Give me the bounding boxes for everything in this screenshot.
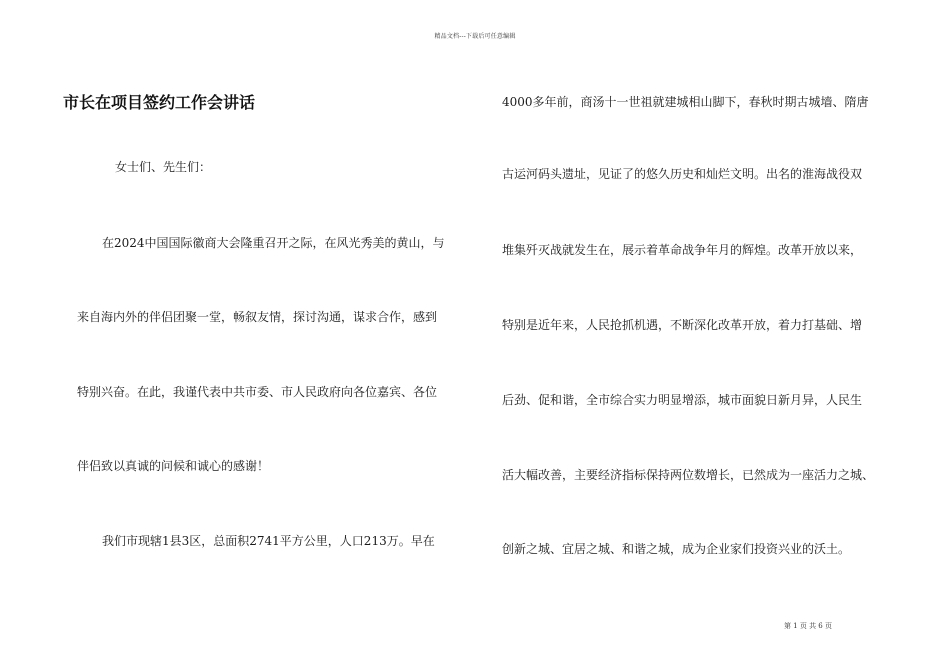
left-line-1: 女士们、先生们：: [115, 160, 212, 174]
page-number: 第 1 页 共 6 页: [783, 622, 832, 630]
left-line-2: 在2024中国国际徽商大会隆重召开之际，在风光秀美的黄山，与: [102, 236, 445, 250]
left-line-3: 来自海内外的伴侣团聚一堂，畅叙友情，探讨沟通，谋求合作，感到: [77, 310, 438, 324]
right-line-4: 特别是近年来，人民抢抓机遇，不断深化改革开放，着力打基础、增: [502, 318, 863, 332]
right-line-1: 4000多年前，商汤十一世祖就建城相山脚下，春秋时期古城墙、隋唐: [502, 95, 869, 109]
right-line-7: 创新之城、宜居之城、和谐之城，成为企业家们投资兴业的沃土。: [502, 542, 851, 556]
document-title: 市长在项目签约工作会讲话: [63, 93, 256, 112]
right-line-5: 后劲、促和谐，全市综合实力明显增添，城市面貌日新月异，人民生: [502, 393, 863, 407]
right-line-3: 堆集歼灭战就发生在，展示着革命战争年月的辉煌。改革开放以来，: [502, 243, 863, 257]
page-header: 精品文档---下载后可任意编辑: [434, 33, 516, 40]
right-line-6: 活大幅改善，主要经济指标保持两位数增长，已然成为一座活力之城、: [502, 468, 875, 482]
left-line-5: 伴侣致以真诚的问候和诚心的感谢！: [77, 459, 270, 473]
left-line-6: 我们市现辖1县3区，总面积2741平方公里，人口213万。早在: [102, 534, 435, 548]
right-line-2: 古运河码头遗址，见证了的悠久历史和灿烂文明。出名的淮海战役双: [502, 167, 863, 181]
left-line-4: 特别兴奋。在此，我谨代表中共市委、市人民政府向各位嘉宾、各位: [77, 385, 438, 399]
